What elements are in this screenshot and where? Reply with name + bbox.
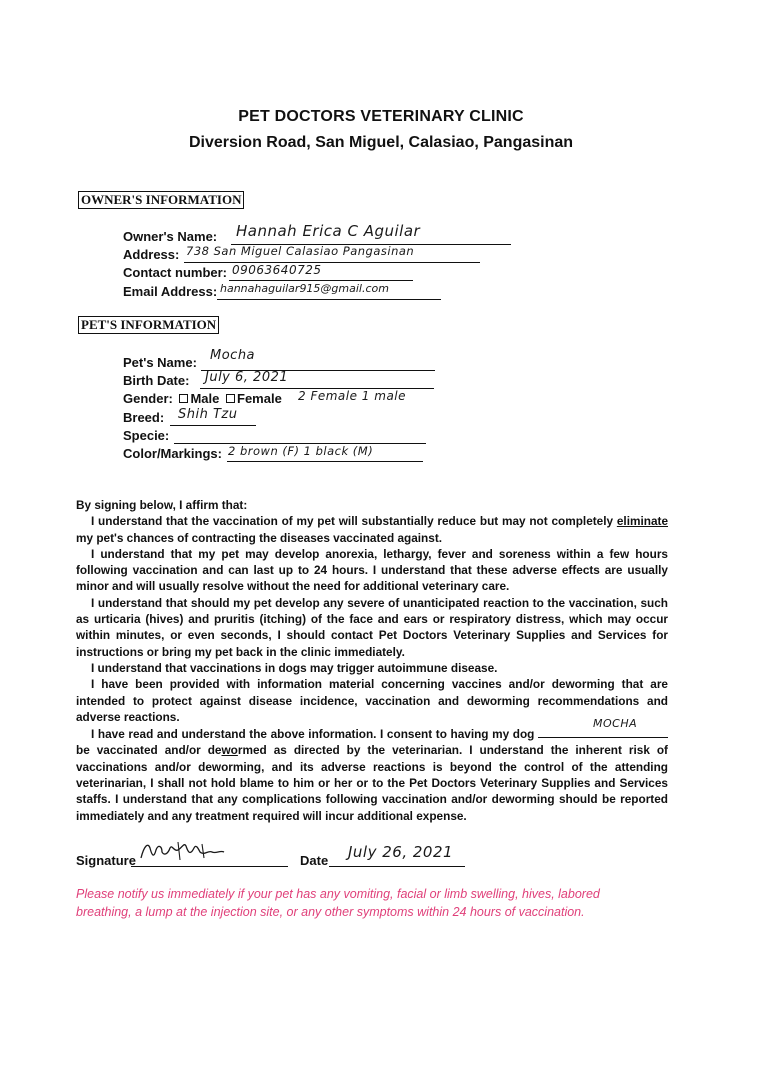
pet-name-value[interactable]: Mocha [210, 348, 256, 363]
color-markings-line [227, 461, 423, 462]
owner-address-value[interactable]: 738 San Miguel Calasiao Pangasinan [186, 244, 415, 258]
pet-section-title: PET'S INFORMATION [78, 316, 219, 334]
consent-intro: By signing below, I affirm that: [76, 498, 248, 512]
consent-text [76, 497, 668, 824]
consent-p5: I have been provided with information material concerning vaccines and/or deworming that are intended to protect against disease incidence, vaccination and deworming recommendations and adverse reactions. [76, 677, 668, 724]
date-label: Date [300, 853, 329, 868]
email-line [217, 299, 441, 300]
signature-line [131, 866, 288, 867]
birth-date-label: Birth Date: [123, 373, 190, 388]
gender-label: Gender: [123, 391, 173, 406]
signature-drawing[interactable] [138, 838, 228, 866]
email-label: Email Address: [123, 284, 218, 299]
clinic-name: PET DOCTORS VETERINARY CLINIC [238, 108, 524, 125]
breed-value[interactable]: Shih Tzu [178, 407, 238, 422]
email-value[interactable]: hannahaguilar915@gmail.com [220, 282, 389, 295]
consent-p6: I have read and understand the above information. I consent to having my dog MOCHA be vaccinated and/or dewormed as directed by the veterinarian. I understand the inherent risk of vaccinations and/or deworming, and its adverse reactions is beyond the control of the attending veterinarian, I shall not hold blame to him or her or to the Pet Doctors Veterinary Supplies and Services staffs. I understand that any complications following vaccination and/or deworming should be reported immediately and any treatment required will incur additional expense. [76, 717, 668, 823]
owner-address-line [184, 262, 480, 263]
owner-name-value[interactable]: Hannah Erica C Aguilar [236, 222, 421, 240]
contact-number-value[interactable]: 09063640725 [232, 263, 322, 277]
gender-row [123, 391, 282, 407]
breed-line [170, 425, 256, 426]
breed-label: Breed: [123, 410, 165, 425]
clinic-address: Diversion Road, San Miguel, Calasiao, Pangasinan [188, 134, 574, 151]
gender-value[interactable]: 2 Female 1 male [298, 389, 407, 403]
notify-notice: Please notify us immediately if your pet has any vomiting, facial or limb swelling, hives, labored breathing, a lump at the injection site, or any other symptoms within 24 hours of vaccination. [76, 887, 600, 919]
date-value[interactable]: July 26, 2021 [348, 843, 454, 861]
color-markings-value[interactable]: 2 brown (F) 1 black (M) [228, 444, 374, 458]
consent-p2: I understand that my pet may develop anorexia, lethargy, fever and soreness within a few hours following vaccination and can last up to 24 hours. I understand that these adverse effects are usually minor and will usually resolve without the need for additional veterinary care. [76, 546, 668, 594]
owner-section-title: OWNER'S INFORMATION [78, 191, 244, 209]
consent-p1: I understand that the vaccination of my pet will substantially reduce but may not completely eliminate my pet's chances of contracting the diseases vaccinated against. [76, 514, 668, 545]
female-label: Female [237, 391, 282, 406]
contact-number-label: Contact number: [123, 265, 227, 280]
male-checkbox[interactable] [179, 394, 188, 403]
owner-address-label: Address: [123, 247, 180, 262]
consent-dog-name[interactable]: MOCHA [593, 717, 638, 731]
consent-p4: I understand that vaccinations in dogs may trigger autoimmune disease. [91, 660, 498, 675]
owner-name-label: Owner's Name: [123, 229, 218, 244]
color-markings-label: Color/Markings: [123, 446, 222, 461]
pet-name-label: Pet's Name: [123, 355, 197, 370]
specie-label: Specie: [123, 428, 170, 443]
female-checkbox[interactable] [226, 394, 235, 403]
date-line [329, 866, 465, 867]
signature-label: Signature [76, 853, 136, 868]
birth-date-value[interactable]: July 6, 2021 [205, 370, 289, 385]
consent-p3: I understand that should my pet develop any severe of unanticipated reaction to the vaccination, such as urticaria (hives) and pruritis (itching) of the face and ears or respiratory distress, which may occur within minutes, or even seconds, I should contact Pet Doctors Veterinary Supplies and Services for instructions or bring my pet back in the clinic immediately. [76, 595, 668, 659]
male-label: Male [190, 391, 220, 406]
